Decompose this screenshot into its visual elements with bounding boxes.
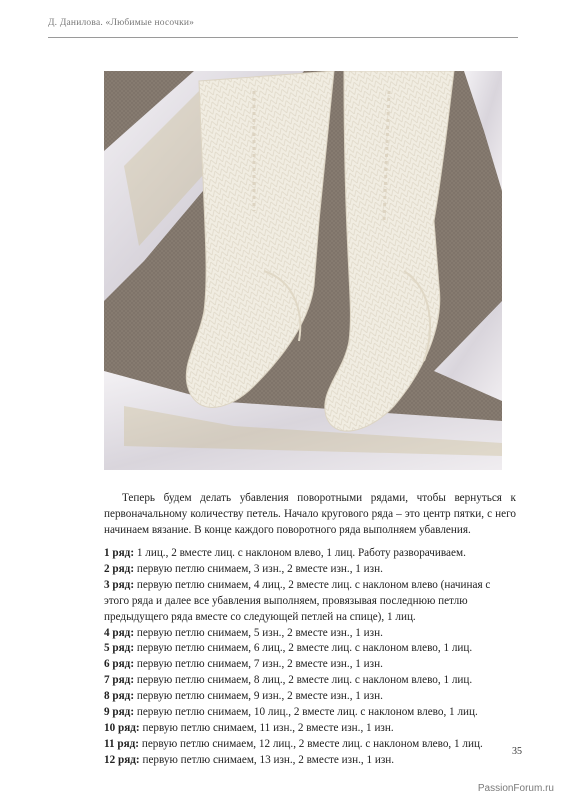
row-label: 10 ряд:: [104, 721, 140, 734]
row-label: 3 ряд:: [104, 578, 135, 591]
row-label: 2 ряд:: [104, 562, 135, 575]
row-instruction: [104, 657, 516, 673]
row-instruction: [104, 689, 516, 705]
row-text: первую петлю снимаем, 11 изн., 2 вместе изн., 1 изн.: [139, 721, 394, 734]
row-label: 7 ряд:: [104, 674, 135, 687]
row-instruction: [104, 721, 516, 737]
row-instructions: [104, 546, 516, 769]
page-number: 35: [512, 746, 522, 757]
row-instruction: [104, 673, 516, 689]
row-label: 9 ряд:: [104, 706, 135, 719]
intro-text: Теперь будем делать убавления поворотными рядами, чтобы вернуться к первоначальному количеству петель. Начало кругового ряда – это центр пятки, с него начинаем вязание. В конце каждого поворотного ряда выполняем убавления.: [104, 492, 516, 536]
row-label: 8 ряд:: [104, 690, 135, 703]
header-rule: [48, 37, 518, 38]
running-head: Д. Данилова. «Любимые носочки»: [48, 18, 195, 28]
row-instruction: [104, 705, 516, 721]
row-label: 1 ряд:: [104, 547, 135, 559]
row-text: первую петлю снимаем, 4 лиц., 2 вместе лиц. с наклоном влево (начиная с этого ряда и далее все убавления выполняем, провязывая последнюю петлю предыдущего ряда вместе со следующей петлей на спице), 1 лиц.: [104, 578, 491, 623]
row-text: первую петлю снимаем, 7 изн., 2 вместе изн., 1 изн.: [134, 658, 383, 671]
row-text: первую петлю снимаем, 10 лиц., 2 вместе лиц. с наклоном влево, 1 лиц.: [134, 706, 478, 719]
row-instruction: [104, 753, 516, 769]
row-instruction: [104, 546, 516, 562]
row-label: 11 ряд:: [104, 737, 140, 750]
row-instruction: [104, 562, 516, 578]
row-text: 1 лиц., 2 вместе лиц. с наклоном влево, 1 лиц. Работу разворачиваем.: [134, 547, 466, 559]
row-text: первую петлю снимаем, 8 лиц., 2 вместе лиц. с наклоном влево, 1 лиц.: [134, 674, 473, 687]
row-instruction: [104, 578, 516, 626]
row-text: первую петлю снимаем, 6 лиц., 2 вместе лиц. с наклоном влево, 1 лиц.: [134, 642, 473, 655]
row-instruction: [104, 641, 516, 657]
knitted-socks-photo: [104, 71, 502, 470]
row-text: первую петлю снимаем, 13 изн., 2 вместе изн., 1 изн.: [139, 753, 395, 766]
row-label: 4 ряд:: [104, 626, 135, 639]
row-instruction: [104, 626, 516, 642]
row-instruction: [104, 737, 516, 753]
row-text: первую петлю снимаем, 5 изн., 2 вместе изн., 1 изн.: [134, 626, 383, 639]
row-label: 12 ряд:: [104, 753, 140, 766]
intro-paragraph: [104, 490, 516, 538]
row-text: первую петлю снимаем, 3 изн., 2 вместе изн., 1 изн.: [134, 562, 383, 575]
row-label: 5 ряд:: [104, 642, 135, 655]
row-text: первую петлю снимаем, 9 изн., 2 вместе изн., 1 изн.: [134, 690, 383, 703]
watermark: PassionForum.ru: [477, 783, 554, 794]
row-text: первую петлю снимаем, 12 лиц., 2 вместе лиц. с наклоном влево, 1 лиц.: [139, 737, 483, 750]
row-label: 6 ряд:: [104, 658, 135, 671]
